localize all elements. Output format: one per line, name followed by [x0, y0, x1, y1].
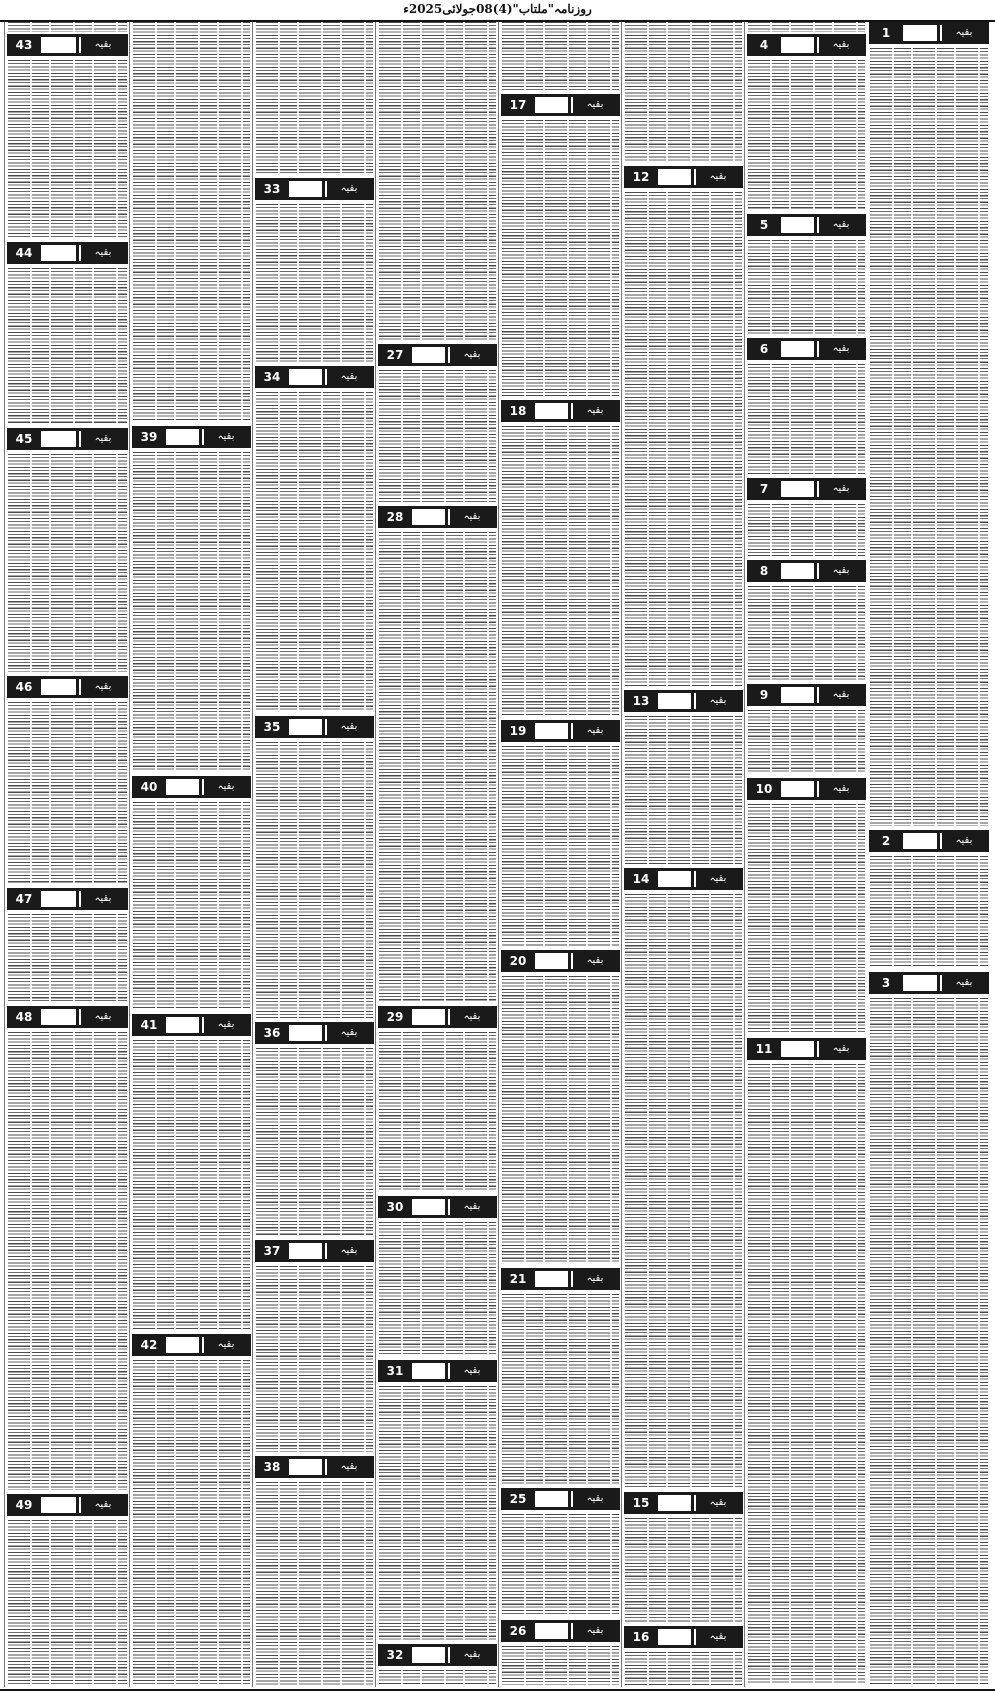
continuation-number: 13: [632, 694, 650, 708]
header-box: [412, 509, 445, 525]
article-text-block: [748, 364, 865, 474]
header-box: [41, 679, 76, 695]
continuation-number: 5: [759, 218, 769, 232]
header-box: [412, 1199, 445, 1215]
continuation-label: بقیہ: [817, 781, 863, 797]
continuation-label: بقیہ: [694, 1495, 740, 1511]
continuation-label: بقیہ: [202, 1017, 248, 1033]
continuation-header-16: [624, 1626, 743, 1648]
continuation-label: بقیہ: [448, 509, 494, 525]
header-box: [289, 1243, 322, 1259]
article-text-block: [8, 702, 127, 884]
article-text-block: [625, 1652, 742, 1685]
article-text-block: [256, 742, 373, 1018]
header-box: [535, 953, 568, 969]
continuation-header-37: [255, 1240, 374, 1262]
header-box: [289, 181, 322, 197]
continuation-number: 37: [263, 1244, 281, 1258]
continuation-header-7: [747, 478, 866, 500]
continuation-label: بقیہ: [448, 1199, 494, 1215]
article-text-block: [625, 22, 742, 162]
continuation-label: بقیہ: [571, 403, 617, 419]
continuation-number: 2: [881, 834, 891, 848]
continuation-number: 40: [140, 780, 158, 794]
continuation-number: 45: [15, 432, 33, 446]
continuation-header-43: [7, 34, 128, 56]
continuation-number: 30: [386, 1200, 404, 1214]
continuation-header-29: [378, 1006, 497, 1028]
article-text-block: [133, 452, 250, 772]
continuation-header-44: [7, 242, 128, 264]
continuation-header-13: [624, 690, 743, 712]
continuation-label: بقیہ: [571, 723, 617, 739]
newspaper-page: [4, 22, 991, 1687]
article-text-block: [256, 1266, 373, 1452]
article-text-block: [748, 22, 865, 32]
continuation-number: 12: [632, 170, 650, 184]
continuation-label: بقیہ: [817, 563, 863, 579]
continuation-header-9: [747, 684, 866, 706]
continuation-header-6: [747, 338, 866, 360]
continuation-number: 27: [386, 348, 404, 362]
continuation-label: بقیہ: [79, 245, 125, 261]
continuation-label: بقیہ: [325, 369, 371, 385]
header-box: [781, 687, 814, 703]
article-text-block: [870, 48, 988, 826]
continuation-number: 20: [509, 954, 527, 968]
continuation-header-26: [501, 1620, 620, 1642]
header-box: [658, 1495, 691, 1511]
continuation-number: 38: [263, 1460, 281, 1474]
continuation-header-25: [501, 1488, 620, 1510]
continuation-number: 36: [263, 1026, 281, 1040]
article-text-block: [133, 22, 250, 422]
continuation-header-40: [132, 776, 251, 798]
continuation-label: بقیہ: [325, 181, 371, 197]
header-box: [658, 1629, 691, 1645]
article-text-block: [748, 240, 865, 334]
continuation-label: بقیہ: [448, 1009, 494, 1025]
continuation-number: 7: [759, 482, 769, 496]
continuation-header-48: [7, 1006, 128, 1028]
continuation-label: بقیہ: [940, 833, 986, 849]
continuation-header-42: [132, 1334, 251, 1356]
continuation-number: 16: [632, 1630, 650, 1644]
continuation-number: 39: [140, 430, 158, 444]
header-box: [535, 403, 568, 419]
continuation-header-10: [747, 778, 866, 800]
continuation-number: 42: [140, 1338, 158, 1352]
header-box: [658, 693, 691, 709]
header-box: [781, 341, 814, 357]
article-text-block: [870, 856, 988, 968]
continuation-number: 49: [15, 1498, 33, 1512]
continuation-label: بقیہ: [817, 217, 863, 233]
continuation-header-4: [747, 34, 866, 56]
continuation-label: بقیہ: [202, 1337, 248, 1353]
continuation-label: بقیہ: [202, 429, 248, 445]
article-text-block: [502, 426, 619, 716]
article-text-block: [379, 370, 496, 502]
header-box: [41, 1009, 76, 1025]
column-2: [744, 22, 868, 1687]
bottom-rule: [0, 1689, 995, 1691]
continuation-number: 43: [15, 38, 33, 52]
continuation-header-36: [255, 1022, 374, 1044]
continuation-number: 19: [509, 724, 527, 738]
continuation-number: 46: [15, 680, 33, 694]
continuation-number: 25: [509, 1492, 527, 1506]
header-box: [166, 429, 199, 445]
continuation-header-32: [378, 1644, 497, 1666]
article-text-block: [748, 804, 865, 1034]
header-box: [658, 871, 691, 887]
continuation-label: بقیہ: [79, 431, 125, 447]
continuation-number: 32: [386, 1648, 404, 1662]
continuation-number: 41: [140, 1018, 158, 1032]
article-text-block: [625, 192, 742, 686]
continuation-header-17: [501, 94, 620, 116]
continuation-label: بقیہ: [694, 871, 740, 887]
column-5: [375, 22, 499, 1687]
continuation-label: بقیہ: [571, 97, 617, 113]
continuation-number: 1: [881, 26, 891, 40]
column-4: [498, 22, 622, 1687]
header-box: [535, 1491, 568, 1507]
continuation-label: بقیہ: [325, 1459, 371, 1475]
continuation-header-38: [255, 1456, 374, 1478]
header-box: [41, 1497, 76, 1513]
masthead-title: روزنامہ"ملتاب"(4)08جولائی2025ء: [403, 2, 592, 16]
article-text-block: [625, 1518, 742, 1622]
continuation-number: 14: [632, 872, 650, 886]
column-1: [867, 22, 991, 1687]
article-text-block: [502, 1294, 619, 1484]
header-box: [41, 37, 76, 53]
header-box: [412, 1009, 445, 1025]
continuation-number: 33: [263, 182, 281, 196]
header-box: [41, 245, 76, 261]
continuation-number: 21: [509, 1272, 527, 1286]
article-text-block: [502, 22, 619, 90]
continuation-label: بقیہ: [571, 1491, 617, 1507]
continuation-number: 44: [15, 246, 33, 260]
article-text-block: [133, 1360, 250, 1685]
article-text-block: [8, 1032, 127, 1490]
column-7: [129, 22, 253, 1687]
header-box: [412, 1647, 445, 1663]
continuation-header-28: [378, 506, 497, 528]
continuation-header-5: [747, 214, 866, 236]
continuation-header-1: [869, 22, 989, 44]
header-box: [781, 1041, 814, 1057]
header-box: [535, 723, 568, 739]
continuation-header-41: [132, 1014, 251, 1036]
continuation-label: بقیہ: [79, 1497, 125, 1513]
article-text-block: [502, 746, 619, 946]
continuation-number: 11: [755, 1042, 773, 1056]
continuation-label: بقیہ: [571, 1271, 617, 1287]
continuation-header-14: [624, 868, 743, 890]
continuation-label: بقیہ: [940, 975, 986, 991]
header-box: [41, 431, 76, 447]
continuation-number: 35: [263, 720, 281, 734]
continuation-header-33: [255, 178, 374, 200]
continuation-label: بقیہ: [448, 1647, 494, 1663]
header-box: [412, 1363, 445, 1379]
continuation-header-3: [869, 972, 989, 994]
header-box: [781, 217, 814, 233]
article-text-block: [256, 1048, 373, 1236]
article-text-block: [748, 710, 865, 774]
continuation-label: بقیہ: [448, 1363, 494, 1379]
masthead: [0, 0, 995, 22]
header-box: [658, 169, 691, 185]
continuation-header-47: [7, 888, 128, 910]
continuation-header-31: [378, 1360, 497, 1382]
continuation-label: بقیہ: [817, 687, 863, 703]
article-text-block: [133, 1040, 250, 1330]
continuation-header-34: [255, 366, 374, 388]
header-box: [903, 833, 937, 849]
article-text-block: [8, 1520, 127, 1685]
article-text-block: [748, 60, 865, 210]
article-text-block: [8, 454, 127, 672]
header-box: [535, 1623, 568, 1639]
continuation-header-27: [378, 344, 497, 366]
column-8: [4, 22, 130, 1687]
continuation-header-8: [747, 560, 866, 582]
article-text-block: [379, 1222, 496, 1356]
article-text-block: [8, 22, 127, 32]
continuation-label: بقیہ: [325, 719, 371, 735]
continuation-header-20: [501, 950, 620, 972]
header-box: [289, 719, 322, 735]
continuation-number: 17: [509, 98, 527, 112]
continuation-label: بقیہ: [79, 1009, 125, 1025]
article-text-block: [379, 1032, 496, 1192]
continuation-label: بقیہ: [571, 1623, 617, 1639]
article-text-block: [748, 504, 865, 556]
column-6: [252, 22, 376, 1687]
continuation-label: بقیہ: [448, 347, 494, 363]
continuation-number: 34: [263, 370, 281, 384]
article-text-block: [256, 1482, 373, 1685]
continuation-header-18: [501, 400, 620, 422]
article-text-block: [625, 894, 742, 1488]
header-box: [166, 779, 199, 795]
continuation-header-11: [747, 1038, 866, 1060]
continuation-label: بقیہ: [817, 37, 863, 53]
continuation-label: بقیہ: [325, 1025, 371, 1041]
continuation-label: بقیہ: [694, 693, 740, 709]
continuation-header-12: [624, 166, 743, 188]
article-text-block: [256, 392, 373, 712]
header-box: [166, 1017, 199, 1033]
continuation-number: 47: [15, 892, 33, 906]
article-text-block: [256, 22, 373, 174]
continuation-header-39: [132, 426, 251, 448]
continuation-label: بقیہ: [940, 25, 986, 41]
continuation-header-30: [378, 1196, 497, 1218]
header-box: [41, 891, 76, 907]
header-box: [412, 347, 445, 363]
header-box: [289, 1459, 322, 1475]
continuation-label: بقیہ: [817, 1041, 863, 1057]
continuation-header-35: [255, 716, 374, 738]
continuation-label: بقیہ: [817, 341, 863, 357]
continuation-number: 31: [386, 1364, 404, 1378]
continuation-label: بقیہ: [571, 953, 617, 969]
continuation-header-46: [7, 676, 128, 698]
continuation-label: بقیہ: [79, 37, 125, 53]
article-text-block: [748, 1064, 865, 1685]
article-text-block: [870, 998, 988, 1685]
article-text-block: [748, 586, 865, 680]
article-text-block: [256, 204, 373, 362]
article-text-block: [625, 716, 742, 864]
article-text-block: [8, 60, 127, 238]
header-box: [289, 1025, 322, 1041]
continuation-number: 8: [759, 564, 769, 578]
continuation-number: 26: [509, 1624, 527, 1638]
header-box: [535, 1271, 568, 1287]
continuation-number: 18: [509, 404, 527, 418]
continuation-label: بقیہ: [694, 1629, 740, 1645]
article-text-block: [379, 1670, 496, 1685]
header-box: [535, 97, 568, 113]
continuation-number: 29: [386, 1010, 404, 1024]
header-box: [781, 481, 814, 497]
header-box: [289, 369, 322, 385]
continuation-header-15: [624, 1492, 743, 1514]
continuation-number: 28: [386, 510, 404, 524]
header-box: [903, 975, 937, 991]
article-text-block: [502, 120, 619, 396]
continuation-header-49: [7, 1494, 128, 1516]
header-box: [781, 37, 814, 53]
article-text-block: [502, 976, 619, 1264]
header-box: [903, 25, 937, 41]
continuation-label: بقیہ: [694, 169, 740, 185]
article-text-block: [502, 1646, 619, 1685]
continuation-header-2: [869, 830, 989, 852]
continuation-number: 4: [759, 38, 769, 52]
continuation-header-19: [501, 720, 620, 742]
continuation-header-21: [501, 1268, 620, 1290]
continuation-header-45: [7, 428, 128, 450]
continuation-label: بقیہ: [817, 481, 863, 497]
continuation-label: بقیہ: [79, 679, 125, 695]
continuation-label: بقیہ: [202, 779, 248, 795]
header-box: [781, 781, 814, 797]
article-text-block: [8, 268, 127, 424]
article-text-block: [133, 802, 250, 1010]
continuation-number: 10: [755, 782, 773, 796]
header-box: [166, 1337, 199, 1353]
column-3: [621, 22, 745, 1687]
article-text-block: [379, 22, 496, 340]
continuation-number: 15: [632, 1496, 650, 1510]
article-text-block: [379, 1386, 496, 1640]
continuation-number: 3: [881, 976, 891, 990]
header-box: [781, 563, 814, 579]
continuation-label: بقیہ: [79, 891, 125, 907]
continuation-number: 9: [759, 688, 769, 702]
continuation-number: 48: [15, 1010, 33, 1024]
continuation-number: 6: [759, 342, 769, 356]
article-text-block: [502, 1514, 619, 1616]
article-text-block: [8, 914, 127, 1002]
continuation-label: بقیہ: [325, 1243, 371, 1259]
article-text-block: [379, 532, 496, 1002]
